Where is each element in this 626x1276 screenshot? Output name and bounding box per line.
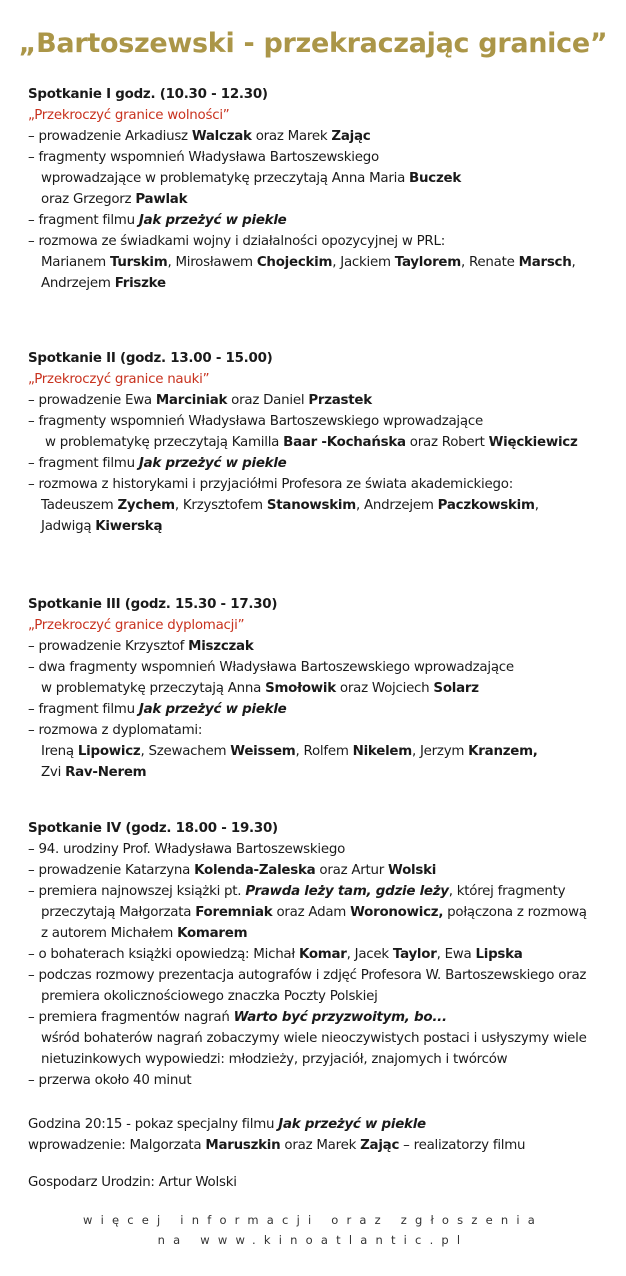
bold-text: Kranzem,: [468, 744, 538, 759]
bold-text: Marciniak: [155, 393, 228, 408]
text-segment: oraz Robert: [405, 435, 489, 450]
text-segment: , Andrzejem: [355, 498, 438, 513]
text-segment: z autorem Michałem: [41, 926, 178, 941]
session-line: [28, 147, 618, 168]
text-segment: , Jerzym: [411, 744, 469, 759]
text-segment: nietuzinkowych wypowiedzi: młodzieży, przyjaciół, znajomych i twórców: [41, 1052, 508, 1067]
bold-text: Turskim: [109, 255, 168, 270]
session-line: [28, 965, 618, 986]
bold-text: Zając: [331, 129, 371, 144]
text-segment: – rozmowa z dyplomatami:: [28, 723, 203, 738]
session-line: [28, 657, 618, 678]
session-line: [28, 126, 618, 147]
text-segment: oraz Marek: [280, 1138, 361, 1153]
text-segment: – realizatorzy filmu: [399, 1138, 526, 1153]
session-line: [28, 516, 618, 537]
text-segment: – fragment filmu: [28, 213, 139, 228]
bold-text: Stanowskim: [266, 498, 356, 513]
bold-text: Baar -Kochańska: [283, 435, 406, 450]
session-block: [28, 1114, 618, 1156]
bold-text: Solarz: [433, 681, 479, 696]
text-segment: Godzina 20:15 - pokaz specjalny filmu: [28, 1117, 279, 1132]
text-segment: wprowadzenie: Malgorzata: [28, 1138, 206, 1153]
session-line: [28, 1172, 618, 1193]
session-line: [28, 474, 618, 495]
page-title: „Bartoszewski - przekraczając granice”: [18, 28, 608, 59]
text-segment: oraz Grzegorz: [41, 192, 136, 207]
bold-text: Paczkowskim: [437, 498, 535, 513]
text-segment: , której fragmenty: [448, 884, 566, 899]
session-line: [28, 273, 618, 294]
text-segment: , Jackiem: [332, 255, 395, 270]
text-segment: Jadwigą: [41, 519, 96, 534]
text-segment: – prowadzenie Katarzyna: [28, 863, 195, 878]
session-line: [28, 231, 618, 252]
session-line: [28, 678, 618, 699]
session-line: [28, 1028, 618, 1049]
session-line: [28, 432, 618, 453]
bold-text: Lipska: [475, 947, 523, 962]
text-segment: – fragment filmu: [28, 456, 139, 471]
bold-text: Kiwerską: [95, 519, 163, 534]
session-line: [28, 860, 618, 881]
footer-info-line: więcej informacji oraz zgłoszenia: [82, 1213, 543, 1227]
text-segment: , Renate: [460, 255, 519, 270]
text-segment: – rozmowa ze świadkami wojny i działalności opozycyjnej w PRL:: [28, 234, 445, 249]
session-subtitle: [28, 369, 618, 390]
text-segment: – premiera fragmentów nagrań: [28, 1010, 234, 1025]
text-segment: – dwa fragmenty wspomnień Władysława Bartoszewskiego wprowadzające: [28, 660, 514, 675]
bold-text: Jak przeżyć w piekle: [278, 1117, 426, 1132]
bold-text: Kolenda-Zaleska: [194, 863, 316, 878]
text-segment: oraz Artur: [315, 863, 389, 878]
footer-website-line: na www.kinoatlantic.pl: [157, 1233, 469, 1247]
bold-text: Friszke: [114, 276, 166, 291]
text-segment: , Rolfem: [295, 744, 353, 759]
text-segment: – rozmowa z historykami i przyjaciółmi Profesora ze świata akademickiego:: [28, 477, 513, 492]
session-line: [28, 839, 618, 860]
text-segment: – 94. urodziny Prof. Władysława Bartoszewskiego: [28, 842, 346, 857]
session-line: [28, 902, 618, 923]
text-segment: , Jacek: [346, 947, 393, 962]
text-segment: – podczas rozmowy prezentacja autografów i zdjęć Profesora W. Bartoszewskiego oraz: [28, 968, 587, 983]
session-block: [28, 84, 618, 294]
text-segment: wprowadzające w problematykę przeczytają Anna Maria: [41, 171, 410, 186]
bold-text: Nikelem: [352, 744, 412, 759]
session-line: [28, 944, 618, 965]
bold-text: Foremniak: [195, 905, 273, 920]
bold-text: Jak przeżyć w piekle: [138, 702, 287, 717]
bold-text: Zając: [360, 1138, 400, 1153]
bold-text: Taylorem: [394, 255, 461, 270]
session-line: [28, 252, 618, 273]
session-line: [28, 720, 618, 741]
text-segment: oraz Wojciech: [335, 681, 434, 696]
text-segment: – fragmenty wspomnień Władysława Bartoszewskiego wprowadzające: [28, 414, 483, 429]
text-segment: – prowadzenie Ewa: [28, 393, 156, 408]
bold-text: Taylor: [392, 947, 437, 962]
bold-text: Maruszkin: [205, 1138, 281, 1153]
text-segment: – o bohaterach książki opowiedzą: Michał: [28, 947, 299, 962]
bold-text: Rav-Nerem: [65, 765, 147, 780]
bold-text: Jak przeżyć w piekle: [138, 456, 287, 471]
bold-text: Walczak: [191, 129, 252, 144]
session-block: [28, 818, 618, 1091]
text-segment: Spotkanie I godz. (10.30 - 12.30): [28, 87, 268, 102]
text-segment: przeczytają Małgorzata: [41, 905, 196, 920]
text-segment: – przerwa około 40 minut: [28, 1073, 192, 1088]
text-segment: , Krzysztofem: [174, 498, 267, 513]
session-line: [28, 453, 618, 474]
session-subtitle: [28, 615, 618, 636]
text-segment: – fragment filmu: [28, 702, 139, 717]
session-subtitle: [28, 105, 618, 126]
session-heading: [28, 348, 618, 369]
text-segment: Andrzejem: [41, 276, 115, 291]
bold-text: Chojeckim: [256, 255, 333, 270]
session-line: [28, 923, 618, 944]
text-segment: – prowadzenie Krzysztof: [28, 639, 189, 654]
bold-text: Wolski: [388, 863, 437, 878]
text-segment: oraz Marek: [251, 129, 332, 144]
text-segment: ,: [534, 498, 539, 513]
session-line: [28, 495, 618, 516]
session-line: [28, 1070, 618, 1091]
text-segment: „Przekroczyć granice dyplomacji”: [28, 618, 245, 633]
bold-text: Komarem: [177, 926, 248, 941]
session-line: [28, 189, 618, 210]
session-line: [28, 390, 618, 411]
text-segment: , Mirosławem: [167, 255, 257, 270]
text-segment: premiera okolicznościowego znaczka Poczty Polskiej: [41, 989, 378, 1004]
bold-text: Prawda leży tam, gdzie leży: [245, 884, 449, 899]
bold-text: Komar: [298, 947, 347, 962]
text-segment: w problematykę przeczytają Anna: [41, 681, 266, 696]
bold-text: Lipowicz: [77, 744, 141, 759]
text-segment: Spotkanie IV (godz. 18.00 - 19.30): [28, 821, 278, 836]
session-line: [28, 1007, 618, 1028]
session-block: [28, 1172, 618, 1193]
session-line: [28, 881, 618, 902]
text-segment: Tadeuszem: [41, 498, 118, 513]
session-line: [28, 210, 618, 231]
bold-text: Woronowicz,: [350, 905, 444, 920]
session-line: [28, 986, 618, 1007]
session-heading: [28, 818, 618, 839]
session-line: [28, 1114, 618, 1135]
text-segment: Gospodarz Urodzin: Artur Wolski: [28, 1175, 237, 1190]
text-segment: Ireną: [41, 744, 78, 759]
text-segment: Marianem: [41, 255, 110, 270]
text-segment: „Przekroczyć granice nauki”: [28, 372, 210, 387]
bold-text: Warto być przyzwoitym, bo...: [233, 1010, 447, 1025]
bold-text: Pawlak: [135, 192, 188, 207]
text-segment: wśród bohaterów nagrań zobaczymy wiele nieoczywistych postaci i usłyszymy wiele: [41, 1031, 587, 1046]
text-segment: oraz Daniel: [227, 393, 309, 408]
bold-text: Więckiewicz: [488, 435, 578, 450]
session-line: [28, 411, 618, 432]
session-line: [28, 636, 618, 657]
text-segment: – fragmenty wspomnień Władysława Bartoszewskiego: [28, 150, 379, 165]
bold-text: Jak przeżyć w piekle: [138, 213, 287, 228]
text-segment: Spotkanie II (godz. 13.00 - 15.00): [28, 351, 273, 366]
text-segment: – premiera najnowszej książki pt.: [28, 884, 246, 899]
text-segment: Zvi: [41, 765, 66, 780]
text-segment: , Szewachem: [140, 744, 231, 759]
bold-text: Smołowik: [265, 681, 336, 696]
session-heading: [28, 594, 618, 615]
session-heading: [28, 84, 618, 105]
text-segment: „Przekroczyć granice wolności”: [28, 108, 230, 123]
bold-text: Marsch: [518, 255, 572, 270]
session-line: [28, 762, 618, 783]
text-segment: – prowadzenie Arkadiusz: [28, 129, 192, 144]
session-line: [28, 168, 618, 189]
session-block: [28, 594, 618, 783]
session-line: [28, 1049, 618, 1070]
session-block: [28, 348, 618, 537]
session-line: [28, 741, 618, 762]
bold-text: Przastek: [308, 393, 372, 408]
text-segment: oraz Adam: [272, 905, 351, 920]
text-segment: w problematykę przeczytają Kamilla: [45, 435, 284, 450]
text-segment: , Ewa: [436, 947, 476, 962]
bold-text: Buczek: [409, 171, 462, 186]
bold-text: Weissem: [230, 744, 296, 759]
bold-text: Zychem: [117, 498, 175, 513]
bold-text: Miszczak: [188, 639, 254, 654]
text-segment: ,: [571, 255, 576, 270]
text-segment: połączona z rozmową: [443, 905, 587, 920]
session-line: [28, 699, 618, 720]
session-line: [28, 1135, 618, 1156]
text-segment: Spotkanie III (godz. 15.30 - 17.30): [28, 597, 278, 612]
